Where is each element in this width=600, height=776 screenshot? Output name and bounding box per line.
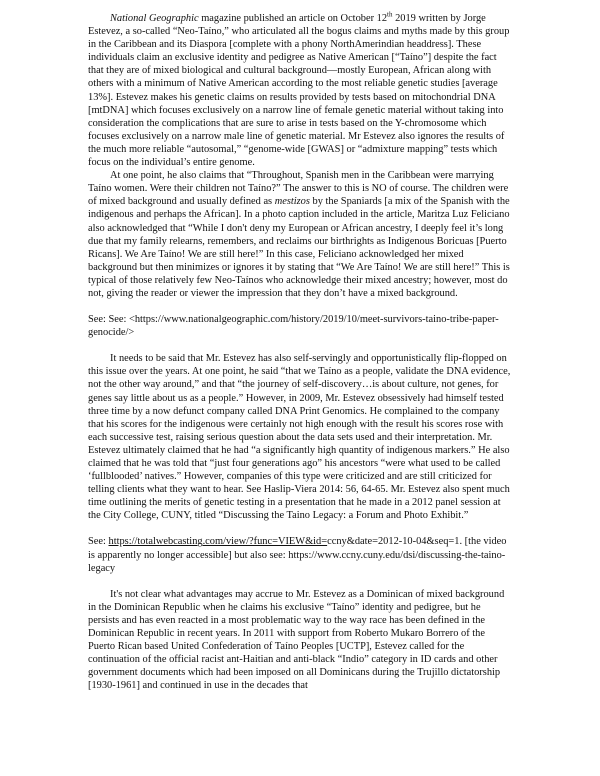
paragraph-text: At one point, he also claims that “Throughout, Spanish men in the Caribbean were marrying Taíno women. Were their children not Taíno?” The answer to this is NO of course. The children were of mixed background and usually defined as xyxy=(88,170,509,208)
spacer xyxy=(88,522,512,535)
webcast-link[interactable]: https://totalwebcasting.com/view/?func=VIEW&id= xyxy=(108,536,328,548)
superscript-th: th xyxy=(387,10,393,19)
italic-term-mestizos: mestizos xyxy=(274,196,310,208)
spacer xyxy=(88,575,512,588)
paragraph-flip-flop: It needs to be said that Mr. Estevez has also self-servingly and opportunistically flip-flopped on this issue over the years. At one point, he said “that we Taíno as a people, validate the DNA evidence, not the other way around,” and that “the journey of self-discovery…is about culture, not genes, for genes say little about us as a people.” However, in 2009, Mr. Estevez obsessively had himself tested three time by a now defunct company called DNA Print Genomics. He complained to the company that his scores for the indigenous were certainly not high enough with the result his scores rose with each successive test, raising serious question about the data sets used and their interpretation. Mr. Estevez ultimately claimed that he had “a significantly high quantity of indigenous markers.” He also claimed that he was told that “just four generations ago” his ancestors “were what used to be called ‘fullblooded’ natives.” However, companies of this type were criticized and are still criticized for telling clients what they want to hear. See Haslip-Viera 2014: 56, 64-65. Mr. Estevez also spent much time outlining the merits of genetic testing in a presentation that he made in a 2012 panel session at the City College, CUNY, titled “Discussing the Taino Legacy: a Forum and Photo Exhibit.” xyxy=(88,353,511,522)
paragraph-text: 2019 written by Jorge Estevez, a so-called “Neo-Taíno,” who articulated all the bogus claims and myths made by this group in the Caribbean and its Diaspora [complete with a phony NorthAmerindian headdress]. These individuals claim an exclusive identity and pedigree as Native American [“Taíno”] despite the fact that they are of mixed biological and cultural background—mostly European, African along with others with a minimum of Native American according to the most reliable genetic studies [average 13%]. Estevez makes his genetic claims on results provided by tests based on mitochondrial DNA [mtDNA] which focuses exclusively on a narrow line of female genetic material without taking into consideration the complications that are sure to arise in tests based on the Y-chromosome which focuses exclusively on a narrow male line of genetic material. Mr Estevez also ignores the results of the much more reliable “autosomal,” “genome-wide [GWAS] or “admixture mapping” tests which focus on the individual’s entire genome. xyxy=(88,13,510,169)
reference-webcast xyxy=(88,535,512,574)
paragraph-natgeo-article xyxy=(88,12,512,169)
paragraph-spanish-men xyxy=(88,169,512,300)
paragraph-text: by the Spaniards [a mix of the Spanish with the indigenous and perhaps the African]. In a photo caption included in the article, Maritza Luz Feliciano also acknowledged that “While I don't deny my European or African ancestry, I deeply feel it’s long due that my family relearns, remembers, and reclaims our birthrights as Indigenous Boricuas [Puerto Ricans]. We Are Taíno! We are still here!” In this case, Feliciano acknowledged her mixed background but then minimizes or ignores it by stating that “We Are Taíno! We are still here!” This is typical of those relatively few Neo-Taínos who acknowledge their mixed ancestry; however, most do not, giving the reader or viewer the impression that they don’t have a mixed background. xyxy=(88,196,510,299)
reference-prefix: See: xyxy=(88,536,109,548)
spacer xyxy=(88,339,512,352)
paragraph-text: magazine published an article on October 12 xyxy=(198,13,388,24)
reference-text: ccny&date=2012-10-04&seq=1. [the video is apparently no longer accessible] but also see: https://www.ccny.cuny.edu/dsi/discussing-the-taino-legacy xyxy=(88,536,507,574)
paragraph-dominican-republic: It's not clear what advantages may accrue to Mr. Estevez as a Dominican of mixed background in the Dominican Republic when he claims his exclusive “Taíno” identity and pedigree, but he persists and has even reacted in a most problematic way to the way race has been defined in the Dominican Republic in recent years. In 2011 with support from Roberto Mukaro Borrero of the Puerto Rican based United Confederation of Taíno Peoples [UCTP], Estevez called for the continuation of the official racist ant-Haitian and anti-black “Indio” category in ID cards and other government documents which had been imposed on all Dominicans during the Trujillo dictatorship [1930-1961] and continued in use in the decades that xyxy=(88,588,505,692)
reference-natgeo-url: See: See: <https://www.nationalgeographic.com/history/2019/10/meet-survivors-taino-tribe-paper-genocide/> xyxy=(88,314,499,339)
spacer xyxy=(88,300,512,313)
magazine-title: National Geographic xyxy=(110,13,199,24)
